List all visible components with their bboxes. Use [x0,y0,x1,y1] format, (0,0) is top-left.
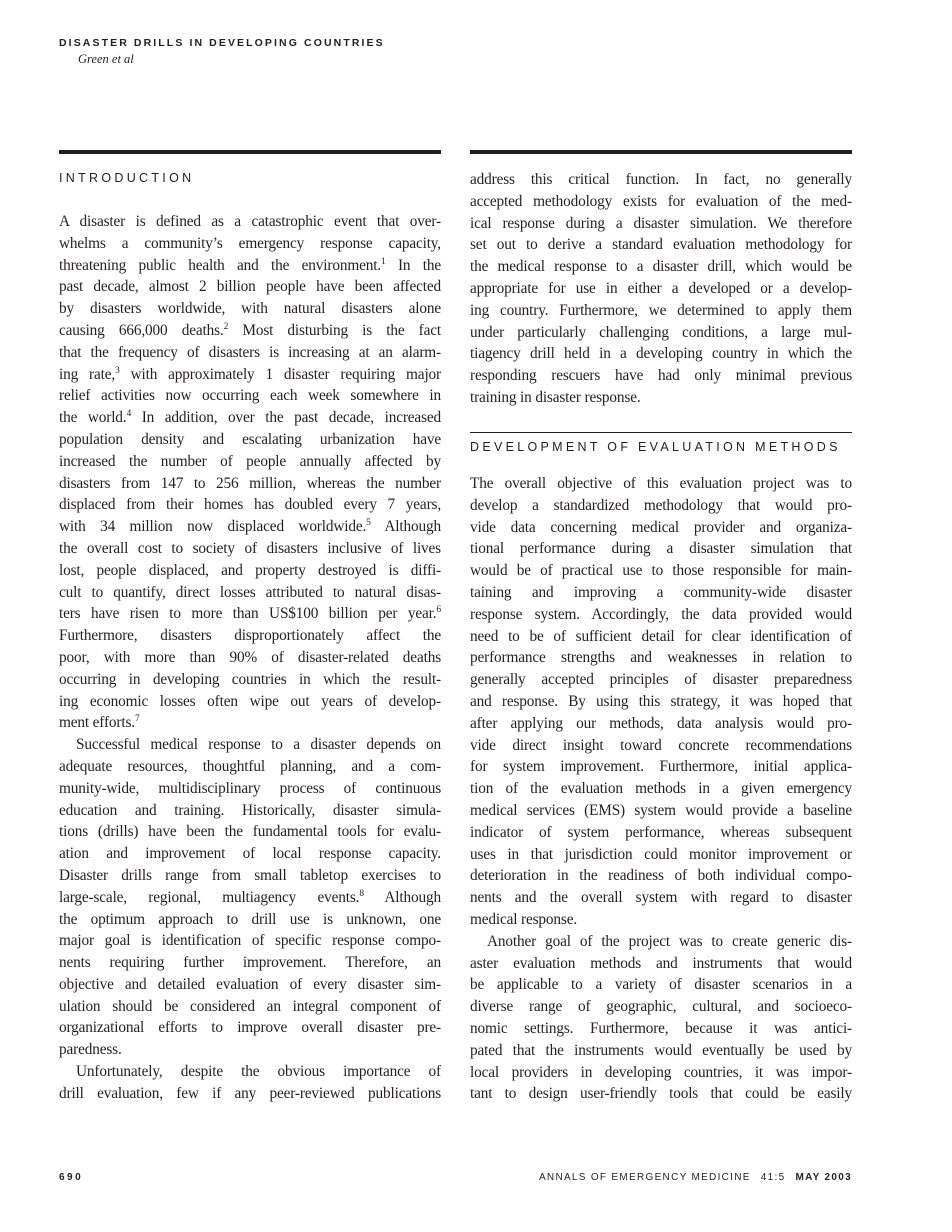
section-divider [470,432,852,433]
text-line: performance strengths and weaknesses in relation to [470,649,852,667]
text-line: displaced from their homes has doubled every 7 years, [59,496,441,514]
text-line: adequate resources, thoughtful planning, and a com- [59,757,441,775]
text-line: the world.$^4$ In addition, over the past decade, increased [59,409,441,427]
text-line: population density and escalating urbanization have [59,430,441,448]
page-number: 690 [59,1172,84,1183]
text-line: A disaster is defined as a catastrophic event that over- [59,213,441,230]
issue-date [795,1172,852,1183]
text-line: medical services (EMS) system would provide a baseline [470,801,852,819]
text-line: response system. Accordingly, the data provided would [470,605,852,623]
text-line: diverse range of geographic, cultural, and socioeco- [470,998,852,1016]
text-line: tional performance during a disaster simulation that [470,540,852,558]
text-line: Disaster drills range from small tabletop exercises to [59,866,441,884]
text-line: occurring in developing countries in which the result- [59,670,441,688]
text-line: medical response. [470,910,578,928]
journal-footer [539,1172,852,1183]
text-line: cult to quantify, direct losses attributed to natural disas- [59,583,441,601]
text-line: threatening public health and the environment.$^1$ In the [59,256,441,274]
text-line: Unfortunately, despite the obvious importance of [76,1063,441,1081]
text-line: indicator of system performance, whereas subsequent [470,823,852,841]
text-line: Furthermore, disasters disproportionately affect the [59,627,441,645]
volume-issue: 41:5 [760,1172,786,1183]
text-line: organizational efforts to improve overall disaster pre- [59,1019,441,1037]
text-line: relief activities now occurring each week somewhere in [59,387,441,405]
citation-superscript: 5 [366,518,371,529]
text-line: for system improvement. Furthermore, initial applica- [470,758,852,776]
text-line: generally accepted principles of disaster preparedness [470,671,852,689]
text-line: nents requiring further improvement. Therefore, an [59,954,441,972]
text-line: ing economic losses often wipe out years of develop- [59,692,441,710]
text-line: responding rescuers have had only minimal previous [470,367,852,385]
text-line: ing country. Furthermore, we determined to apply them [470,301,852,319]
text-line: tiagency drill held in a developing country in which the [470,345,852,363]
text-line: lost, people displaced, and property destroyed is diffi- [59,561,441,579]
text-line: ulation should be considered an integral component of [59,997,441,1015]
text-line: ing rate,$^3$ with approximately 1 disaster requiring major [59,365,441,383]
text-line: pated that the instruments would eventually be used by [470,1041,852,1059]
citation-superscript: 1 [380,256,386,267]
text-line: ical response during a disaster simulation. We therefore [470,214,852,232]
text-line: after applying our methods, data analysis would pro- [470,714,852,732]
text-line: local providers in developing countries, it was impor- [470,1063,852,1081]
citation-superscript: 8 [359,888,364,899]
text-line: ters have risen to more than US$100 billion per year.$^6$ [59,605,441,623]
text-line: aster evaluation methods and instruments that would [470,954,852,972]
paragraph [59,211,441,734]
text-line: appropriate for use in either a developed or a develop- [470,279,852,297]
text-line: develop a standardized methodology that would pro- [470,496,852,514]
text-line: objective and detailed evaluation of every disaster sim- [59,975,441,993]
paragraph [470,169,852,409]
text-line: major goal is identification of specific response compo- [59,932,441,950]
running-head-title: DISASTER DRILLS IN DEVELOPING COUNTRIES [59,37,385,49]
paragraph [59,1061,441,1105]
citation-superscript: 3 [115,365,120,376]
text-line: large-scale, regional, multiagency events.$^8$ Although [59,888,441,906]
text-line: the overall cost to society of disasters inclusive of lives [59,539,441,557]
left-column-body [59,211,441,1105]
text-line: set out to derive a standard evaluation methodology for [470,236,852,254]
text-line: uses in that jurisdiction could monitor improvement or [470,845,852,863]
text-line: vide data concerning medical provider and organiza- [470,518,852,536]
text-line: the optimum approach to drill use is unknown, one [59,910,441,928]
text-line: education and training. Historically, disaster simula- [59,801,441,819]
text-line: ation and improvement of local response capacity. [59,845,441,863]
text-line: deterioration in the readiness of both individual compo- [470,867,852,885]
citation-superscript: 6 [436,605,441,616]
text-line: ment efforts.$^7$ [59,714,140,732]
text-line: the medical response to a disaster drill, which would be [470,258,852,276]
text-line: whelms a community’s emergency response capacity, [59,234,441,252]
text-line: under particularly challenging conditions, a large mul- [470,323,852,341]
text-line: tions (drills) have been the fundamental tools for evalu- [59,823,441,841]
section-heading-introduction: INTRODUCTION [59,171,195,185]
text-line: accepted methodology exists for evaluation of the med- [470,192,852,210]
paragraph [470,473,852,931]
text-line: disasters from 147 to 256 million, whereas the number [59,474,441,492]
text-line: paredness. [59,1041,122,1059]
left-column-rule [59,150,441,154]
text-line: that the frequency of disasters is increasing at an alarm- [59,343,441,361]
text-line: vide direct insight toward concrete recommendations [470,736,852,754]
right-column-body [470,473,852,1105]
text-line: need to be of sufficient detail for clear identification of [470,627,852,645]
text-line: would be of practical use to those responsible for main- [470,562,852,580]
text-line: drill evaluation, few if any peer-reviewed publications [59,1084,441,1102]
text-line: be applicable to a variety of disaster scenarios in a [470,976,852,994]
right-column-rule [470,150,852,154]
issue-date-text: MAY 2003 [795,1172,852,1183]
text-line: poor, with more than 90% of disaster-related deaths [59,648,441,666]
text-line: Another goal of the project was to create generic dis- [487,932,852,950]
text-line: and response. By using this strategy, it was hoped that [470,692,852,710]
section-heading-development: DEVELOPMENT OF EVALUATION METHODS [470,440,841,454]
text-line: past decade, almost 2 billion people have been affected [59,278,441,296]
text-line: tion of the evaluation methods in a given emergency [470,780,852,798]
right-column-continuation [470,169,852,409]
text-line: training in disaster response. [470,388,641,406]
citation-superscript: 2 [223,321,229,332]
text-line: causing 666,000 deaths.$^2$ Most disturbing is the fact [59,321,441,339]
text-line: The overall objective of this evaluation project was to [470,475,852,492]
text-line: Successful medical response to a disaster depends on [76,736,441,754]
text-line: nents and the overall system with regard to disaster [470,889,852,907]
paragraph [59,734,441,1061]
text-line: address this critical function. In fact, no generally [470,171,852,188]
citation-superscript: 4 [126,409,132,420]
journal-name: ANNALS OF EMERGENCY MEDICINE [538,1172,751,1183]
text-line: munity-wide, multidisciplinary process of continuous [59,779,441,797]
text-line: with 34 million now displaced worldwide.$^5$ Although [59,518,441,536]
citation-superscript: 7 [134,714,140,725]
text-line: by disasters worldwide, with natural disasters alone [59,300,441,318]
paragraph [470,931,852,1105]
text-line: increased the number of people annually affected by [59,452,441,470]
text-line: taining and improving a community-wide disaster [470,583,852,601]
text-line: nomic settings. Furthermore, because it was antici- [470,1019,852,1037]
text-line: tant to design user-friendly tools that could be easily [470,1085,852,1103]
running-head-author: Green et al [78,52,134,66]
